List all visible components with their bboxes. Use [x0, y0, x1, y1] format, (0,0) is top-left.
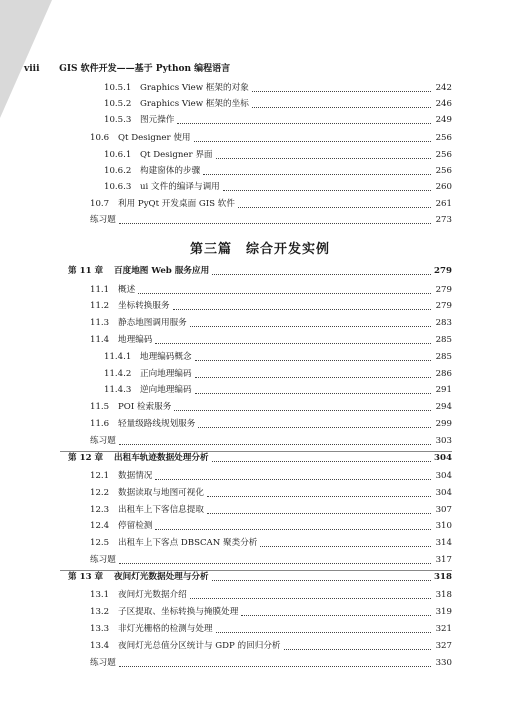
toc-entry[interactable] [90, 470, 452, 483]
entry-page: 299 [435, 418, 452, 429]
entry-page: 318 [434, 571, 452, 582]
toc-entry[interactable] [90, 623, 452, 636]
leader-dots [203, 174, 431, 175]
entry-number: 13.2 [90, 607, 110, 618]
leader-dots [194, 141, 431, 142]
entry-title: Qt Designer 界面 [140, 150, 213, 160]
leader-dots [252, 91, 431, 92]
leader-dots [138, 293, 431, 294]
page-number: viii [24, 64, 40, 74]
entry-number: 11.5 [90, 402, 110, 413]
toc-chapter-entry[interactable] [68, 452, 452, 465]
entry-page: 317 [435, 555, 452, 565]
entry-page: 304 [435, 471, 452, 481]
toc-chapter-entry[interactable] [68, 571, 452, 584]
entry-title: 夜间灯光数据处理与分析 [114, 571, 209, 582]
entry-page: 260 [435, 182, 452, 192]
entry-page: 279 [435, 284, 452, 295]
leader-dots [212, 580, 431, 581]
entry-title: 概述 [118, 284, 136, 295]
entry-title: 出租车上下客信息提取 [118, 504, 204, 515]
entry-title: 轻量级路线规划服务 [118, 418, 196, 429]
leader-dots [207, 513, 431, 514]
leader-dots [155, 529, 431, 530]
entry-number: 第 13 章 [68, 571, 104, 582]
entry-number: 第 11 章 [68, 266, 104, 276]
entry-number: 11.4.2 [104, 368, 132, 379]
leader-dots [238, 207, 431, 208]
entry-page: 304 [435, 487, 452, 498]
toc-entry[interactable]: 10.7 利用 PyQt 开发桌面 GIS 软件 261 [90, 199, 452, 209]
entry-title: Qt Designer 使用 [118, 133, 191, 143]
entry-page: 321 [435, 623, 452, 634]
entry-number: 11.6 [90, 418, 110, 429]
toc-entry[interactable] [90, 537, 452, 550]
entry-page: 319 [435, 607, 452, 618]
entry-number: 13.1 [90, 590, 110, 601]
toc-entry[interactable] [90, 589, 452, 602]
entry-number: 12.5 [90, 538, 110, 549]
entry-page: 256 [435, 133, 452, 143]
entry-title: 坐标转换服务 [118, 301, 170, 312]
entry-page: 286 [435, 368, 452, 379]
entry-title: 练习题 [90, 555, 116, 565]
entry-number: 12.2 [90, 487, 110, 498]
entry-number: 11.4 [90, 334, 110, 345]
toc-entry[interactable] [90, 418, 452, 431]
leader-dots [190, 598, 431, 599]
entry-title: 夜间灯光总值分区统计与 GDP 的回归分析 [118, 640, 281, 651]
entry-title: 练习题 [90, 657, 116, 668]
toc-entry[interactable] [90, 520, 452, 533]
entry-page: 242 [435, 83, 452, 93]
entry-title: 构建窗体的步骤 [140, 166, 201, 176]
leader-dots [260, 546, 431, 547]
entry-number: 11.2 [90, 301, 110, 312]
leader-dots [216, 158, 431, 159]
leader-dots [119, 444, 431, 445]
entry-page: 303 [435, 435, 452, 446]
entry-title: 图元操作 [140, 115, 175, 125]
leader-dots [119, 563, 431, 564]
entry-page: 261 [435, 199, 452, 209]
entry-title: 练习题 [90, 435, 116, 446]
entry-page: 318 [435, 590, 452, 601]
entry-title: Graphics View 框架的坐标 [140, 99, 249, 109]
toc-entry[interactable] [90, 504, 452, 517]
toc-entry[interactable] [90, 317, 452, 330]
leader-dots [177, 123, 431, 124]
entry-page: 279 [435, 301, 452, 312]
leader-dots [195, 360, 431, 361]
entry-title: 正向地理编码 [140, 368, 192, 379]
toc-entry[interactable] [90, 435, 452, 448]
entry-title: 静态地图调用服务 [118, 318, 187, 329]
entry-page: 294 [435, 402, 452, 413]
entry-number: 11.4.3 [104, 385, 132, 396]
toc-entry[interactable]: 10.6.1 Qt Designer 界面 256 [104, 150, 452, 160]
entry-title: ui 文件的编译与调用 [140, 182, 220, 192]
toc-entry[interactable] [104, 368, 452, 381]
entry-title: 子区提取、坐标转换与掩膜处理 [118, 607, 239, 618]
leader-dots [207, 496, 431, 497]
leader-dots [155, 479, 431, 480]
toc-entry[interactable] [90, 284, 452, 297]
entry-title: 地理编码概念 [140, 351, 192, 362]
leader-dots [212, 461, 431, 462]
leader-dots [174, 410, 431, 411]
entry-title: 数据读取与地图可视化 [118, 487, 204, 498]
running-header [24, 61, 230, 74]
toc-entry[interactable] [90, 487, 452, 500]
entry-page: 314 [435, 538, 452, 549]
toc-entry[interactable]: 10.5.3 图元操作 249 [104, 115, 452, 125]
leader-dots [195, 377, 431, 378]
entry-number: 11.3 [90, 318, 110, 329]
entry-number: 12.3 [90, 504, 110, 515]
toc-entry[interactable] [90, 334, 452, 347]
entry-page: 249 [435, 115, 452, 125]
entry-title: 非灯光栅格的检测与处理 [118, 623, 213, 634]
leader-dots [155, 343, 431, 344]
entry-number: 13.4 [90, 640, 110, 651]
entry-page: 256 [435, 166, 452, 176]
entry-page: 285 [435, 351, 452, 362]
toc-entry[interactable] [90, 640, 452, 653]
entry-title: 百度地图 Web 服务应用 [114, 266, 210, 276]
toc-entry[interactable]: 10.6.2 构建窗体的步骤 256 [104, 166, 452, 176]
leader-dots [173, 309, 431, 310]
toc-chapter-entry[interactable] [68, 265, 452, 278]
leader-dots [284, 649, 431, 650]
entry-page: 283 [435, 318, 452, 329]
toc-entry[interactable] [104, 384, 452, 397]
entry-page: 307 [435, 504, 452, 515]
toc-entry[interactable] [90, 554, 452, 567]
entry-number: 11.4.1 [104, 351, 132, 362]
entry-page: 279 [434, 266, 452, 276]
entry-title: Graphics View 框架的对象 [140, 83, 249, 93]
entry-title: 出租车上下客点 DBSCAN 聚类分析 [118, 538, 258, 549]
entry-title: 利用 PyQt 开发桌面 GIS 软件 [118, 199, 235, 209]
entry-number: 13.3 [90, 623, 110, 634]
entry-page: 246 [435, 99, 452, 109]
entry-page: 304 [434, 452, 452, 463]
leader-dots [223, 190, 431, 191]
entry-title: 夜间灯光数据介绍 [118, 590, 187, 601]
entry-title: POI 检索服务 [118, 402, 172, 413]
leader-dots [216, 632, 431, 633]
entry-title: 数据情况 [118, 471, 153, 481]
toc-entry[interactable] [90, 300, 452, 313]
toc-entry[interactable]: 10.6.3 ui 文件的编译与调用 260 [104, 182, 452, 192]
entry-title: 停留检测 [118, 521, 153, 532]
leader-dots [212, 274, 431, 275]
toc-entry[interactable] [90, 657, 452, 670]
leader-dots [119, 666, 431, 667]
leader-dots [119, 223, 431, 224]
toc-entry[interactable] [90, 401, 452, 414]
leader-dots [195, 393, 431, 394]
toc-entry[interactable] [90, 606, 452, 619]
toc-entry[interactable] [90, 214, 452, 227]
entry-page: 256 [435, 150, 452, 160]
leader-dots [252, 107, 431, 108]
leader-dots [241, 615, 431, 616]
entry-page: 310 [435, 521, 452, 532]
part-title: 第三篇 综合开发实例 [189, 242, 330, 257]
toc-entry[interactable]: 10.6 Qt Designer 使用 256 [90, 133, 452, 143]
entry-number: 12.1 [90, 471, 110, 481]
entry-number: 12.4 [90, 521, 110, 532]
entry-title: 地理编码 [118, 334, 153, 345]
leader-dots [198, 427, 431, 428]
page-corner-decoration [0, 0, 52, 118]
entry-page: 285 [435, 334, 452, 345]
entry-title: 出租车轨迹数据处理分析 [114, 452, 209, 463]
toc-entry[interactable]: 10.5.1 Graphics View 框架的对象 242 [104, 83, 452, 93]
entry-page: 330 [435, 657, 452, 668]
entry-title: 逆向地理编码 [140, 385, 192, 396]
entry-title: 练习题 [90, 215, 116, 225]
toc-entry[interactable] [104, 351, 452, 364]
entry-page: 273 [435, 215, 452, 225]
leader-dots [190, 326, 431, 327]
running-title: GIS 软件开发——基于 Python 编程语言 [59, 64, 231, 74]
entry-number: 第 12 章 [68, 452, 104, 463]
entry-page: 291 [435, 385, 452, 396]
entry-page: 327 [435, 640, 452, 651]
entry-number: 11.1 [90, 284, 110, 295]
toc-entry[interactable]: 10.5.2 Graphics View 框架的坐标 246 [104, 99, 452, 109]
